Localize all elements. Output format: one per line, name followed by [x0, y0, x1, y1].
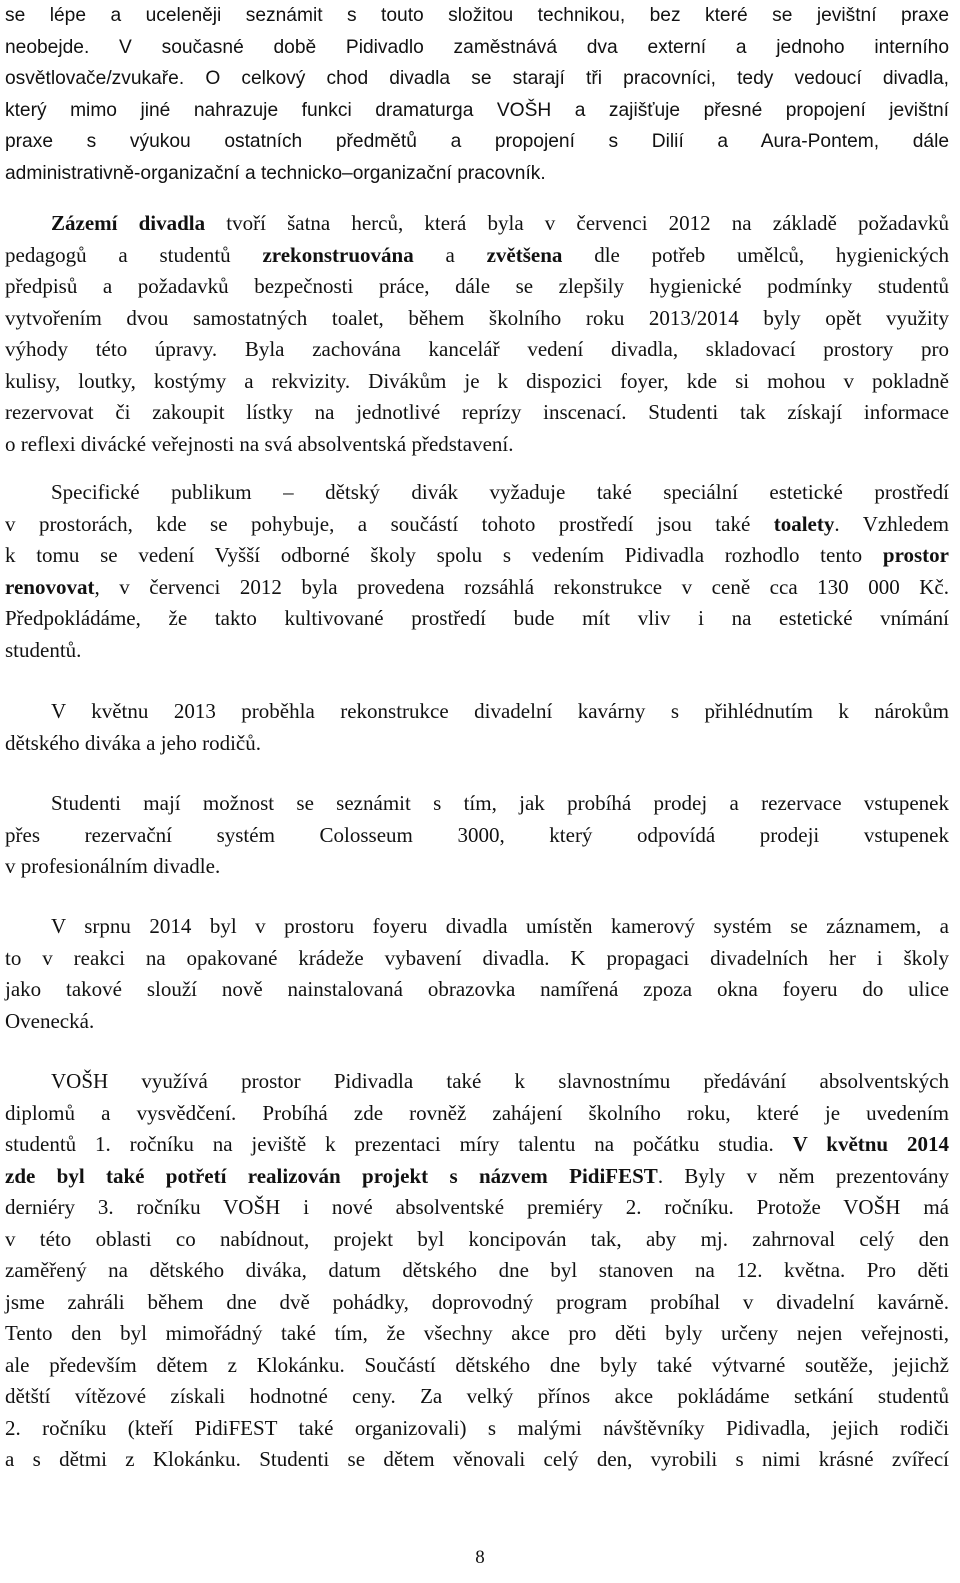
paragraph-publikum	[5, 477, 949, 666]
text-run: a	[413, 242, 487, 267]
text-line	[5, 334, 949, 366]
text-line	[5, 911, 949, 943]
text-line	[5, 1287, 949, 1319]
text-line	[5, 271, 949, 303]
paragraph-zazemi	[5, 208, 949, 460]
text-run: dle potřeb umělců, hygienických	[562, 242, 950, 267]
text-line	[5, 635, 949, 667]
text-run: diplomů a vysvědčení. Probíhá zde rovněž zahájení školního roku, které je uvedením	[5, 1100, 949, 1125]
text-line	[5, 820, 949, 852]
text-run: , v červenci 2012 byla provedena rozsáhlá rekonstrukce v ceně cca 130 000 Kč.	[94, 574, 949, 599]
text-run: praxe s výukou ostatních předmětů a propojení s Dilií a Aura-Pontem, dále	[5, 131, 949, 152]
text-run: Specifické publikum – dětský divák vyžaduje také speciální estetické prostředí	[51, 480, 949, 504]
text-line	[5, 1444, 949, 1476]
text-run: administrativně-organizační a technicko–organizační pracovník.	[5, 162, 546, 184]
text-run: Tento den byl mimořádný také tím, že všechny akce pro děti byly určeny nejen veřejnosti,	[5, 1321, 949, 1345]
text-line	[5, 32, 949, 64]
text-run: kulisy, loutky, kostýmy a rekvizity. Divákům je k dispozici foyer, kde si mohou v pokladně	[5, 368, 949, 393]
text-line	[5, 429, 949, 461]
text-line	[5, 1413, 949, 1445]
text-line	[5, 943, 949, 975]
text-run: jako takové slouží nově nainstalovaná obrazovka namířená zpoza okna foyeru do ulice	[5, 977, 949, 1001]
text-line	[5, 208, 949, 240]
text-run: to v reakci na opakované krádeže vybavení divadla. K propagaci divadelních her i školy	[5, 945, 949, 970]
text-line	[5, 1255, 949, 1287]
text-run: V srpnu 2014 byl v prostoru foyeru divadla umístěn kamerový systém se záznamem, a	[51, 914, 949, 938]
text-line	[5, 603, 949, 635]
text-line	[5, 851, 949, 883]
text-line	[5, 1224, 949, 1256]
text-line	[5, 126, 949, 158]
text-run: který mimo jiné nahrazuje funkci dramaturga VOŠH a zajišťuje přesné propojení jevištní	[5, 99, 949, 121]
text-run: osvětlovače/zvukaře. O celkový chod divadla se starají tři pracovníci, tedy vedoucí divadla,	[5, 68, 949, 89]
text-run: . Byly v něm prezentovány	[657, 1163, 949, 1188]
text-run: rezervovat či zakoupit lístky na jednotlivé reprízy inscenací. Studenti tak získají informace	[5, 400, 949, 424]
paragraph-pidifest	[5, 1066, 949, 1476]
text-run: pedagogů a studentů	[5, 242, 263, 267]
text-line	[5, 1129, 949, 1161]
text-line	[5, 63, 949, 95]
text-line	[5, 477, 949, 509]
bold-text: renovovat	[5, 574, 95, 599]
text-run: dětští vítězové získali hodnotné ceny. Za velký přínos akce pokládáme setkání studentů	[5, 1384, 949, 1408]
text-line	[5, 509, 949, 541]
text-line	[5, 158, 949, 190]
text-line	[5, 1098, 949, 1130]
text-line	[5, 1192, 949, 1224]
text-line	[5, 974, 949, 1006]
text-line	[5, 1350, 949, 1382]
text-run: studentů 1. ročníku na jeviště k prezentaci míry talentu na počátku studia.	[5, 1132, 793, 1156]
text-line	[5, 95, 949, 127]
bold-text: zrekonstruována	[262, 242, 414, 267]
bold-text: zde byl také potřetí realizován projekt s názvem PidiFEST	[5, 1163, 658, 1188]
text-line	[5, 303, 949, 335]
text-line	[5, 1318, 949, 1350]
text-line	[5, 1006, 949, 1038]
text-run: výhody této úpravy. Byla zachována kancelář vedení divadla, skladovací prostory pro	[5, 337, 949, 361]
text-run: a s dětmi z Klokánku. Studenti se dětem věnovali celý den, vyrobili s nimi krásné zvířecí	[5, 1447, 949, 1471]
text-line	[5, 397, 949, 429]
text-run: v této oblasti co nabídnout, projekt byl koncipován tak, aby mj. zahrnoval celý den	[5, 1226, 949, 1251]
text-line	[5, 0, 949, 32]
paragraph-colosseum	[5, 788, 949, 883]
text-run: Předpokládáme, že takto kultivované prostředí bude mít vliv i na estetické vnímání	[5, 606, 949, 630]
text-run: jsme zahráli během dne dvě pohádky, doprovodný program probíhal v divadelní kavárně.	[5, 1289, 949, 1314]
bold-text: toalety	[773, 511, 835, 536]
text-line	[5, 788, 949, 820]
text-run: předpisů a požadavků bezpečnosti práce, dále se zlepšily hygienické podmínky studentů	[5, 274, 949, 298]
text-line	[5, 366, 949, 398]
paragraph-kavarna	[5, 696, 949, 759]
text-run: neobejde. V současné době Pidivadlo zaměstnává dva externí a jednoho interního	[5, 36, 949, 58]
paragraph-kamery	[5, 911, 949, 1037]
text-run: v profesionálním divadle.	[5, 854, 221, 878]
text-run: přes rezervační systém Colosseum 3000, který odpovídá prodeji vstupenek	[5, 822, 949, 847]
text-line	[5, 240, 949, 272]
text-run: ale především dětem z Klokánku. Součástí dětského dne byly také výtvarné soutěže, jejichž	[5, 1352, 949, 1377]
text-line	[5, 540, 949, 572]
text-line	[5, 728, 949, 760]
text-run: se lépe a uceleněji seznámit s touto složitou technikou, bez které se jevištní praxe	[5, 5, 949, 26]
page-number: 8	[475, 1547, 485, 1568]
text-run: V květnu 2013 proběhla rekonstrukce divadelní kavárny s přihlédnutím k nárokům	[51, 699, 949, 723]
text-run: Studenti mají možnost se seznámit s tím, jak probíhá prodej a rezervace vstupenek	[51, 791, 949, 815]
text-run: vytvořením dvou samostatných toalet, během školního roku 2013/2014 byly opět využity	[5, 305, 949, 330]
text-run: 2. ročníku (kteří PidiFEST také organizovali) s malými návštěvníky Pidivadla, jejich rodiči	[5, 1415, 949, 1440]
text-run: v prostorách, kde se pohybuje, a součástí tohoto prostředí jsou také	[5, 511, 774, 536]
text-run: k tomu se vedení Vyšší odborné školy spolu s vedením Pidivadla rozhodlo tento	[5, 543, 883, 567]
text-run: VOŠH využívá prostor Pidivadla také k slavnostnímu předávání absolventských	[51, 1069, 949, 1093]
bold-text: V květnu 2014	[792, 1132, 949, 1156]
text-run: Ovenecká.	[5, 1008, 95, 1033]
bold-text: zvětšena	[486, 242, 563, 267]
bold-text: Zázemí divadla	[51, 211, 206, 235]
text-line	[5, 1381, 949, 1413]
text-run: zaměřený na dětského diváka, datum dětského dne byl stanoven na 12. května. Pro děti	[5, 1258, 949, 1282]
text-run: o reflexi divácké veřejnosti na svá absolventská představení.	[5, 431, 514, 456]
text-run: studentů.	[5, 637, 82, 662]
paragraph-intro	[5, 0, 949, 189]
text-line	[5, 1066, 949, 1098]
text-run: derniéry 3. ročníku VOŠH i nové absolventské premiéry 2. ročníku. Protože VOŠH má	[5, 1195, 949, 1219]
bold-text: prostor	[882, 543, 949, 567]
text-run: tvoří šatna herců, která byla v červenci 2012 na základě požadavků	[205, 211, 949, 235]
text-line	[5, 696, 949, 728]
text-line	[5, 572, 949, 604]
text-line	[5, 1161, 949, 1193]
text-run: . Vzhledem	[834, 511, 949, 536]
text-run: dětského diváka a jeho rodičů.	[5, 730, 261, 755]
